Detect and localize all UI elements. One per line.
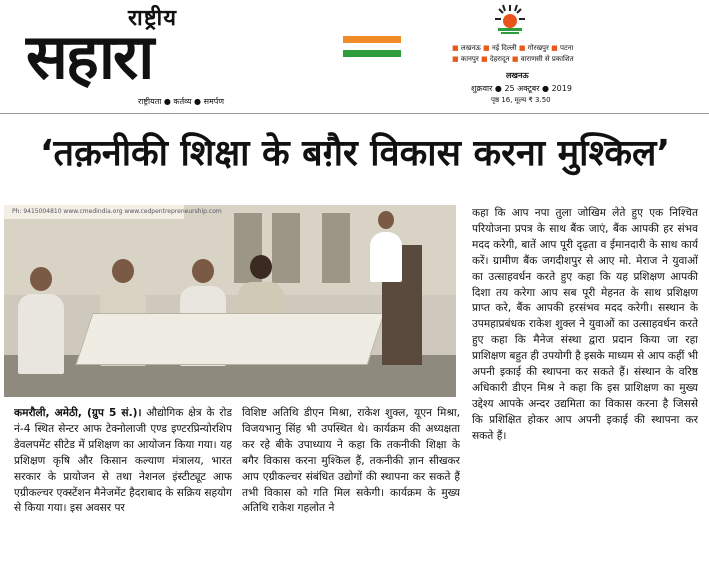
city: नई दिल्ली [491,44,517,52]
pages-price: पृष्ठ 16, मूल्य ₹ 3.50 [491,96,551,104]
city: कानपुर [460,55,479,63]
article-column-1 [14,406,232,571]
city: पटना [559,44,574,52]
sunrise-emblem-icon [492,2,528,38]
masthead-top-word: राष्ट्रीय [128,6,178,31]
issue-date: शुक्रवार ● 25 अक्टूबर ● 2019 [471,84,572,93]
flag-green-stripe [343,50,401,57]
edition-cities: ■ लखनऊ ■ नई दिल्ली ■ गोरखपुर ■ पटना ■ कानपुर ■ देहरादून ■ वाराणसी से प्रकाशित [452,44,574,63]
city: लखनऊ [460,44,481,52]
masthead-tagline: राष्ट्रीयता ● कर्तव्य ● समर्पण [138,97,225,106]
flag-saffron-stripe [343,36,401,43]
article-column-right: कहा कि आप नपा तुला जोखिम लेते हुए एक निश्चित परियोजना प्रपत्र के साथ बैंक जाएं, बैंक आपकी हर संभव मदद करेगी, बातें आप पूरी दृढ़ता व ईमानदारी के साथ कार्य करें। ग्रामीण बैंक जगदीशपुर से आए मो. मेराज ने युवाओं का उत्साहवर्धन करते हुए कहा कि यह प्रशिक्षण आपकी दिशा तय करेगा आप सब पूरी मेहनत के साथ प्रशिक्षण प्राप्त करे, बैंक आपकी हरसंभव मदद करेगी। सस्थान के उपमहाप्रबंधक राकेश शुक्ल ने युवाओं का उत्साहवर्धन करते हुए कहा कि मैनेज संस्था द्वारा प्रदान किया जा रहा प्राशिक्षण बहुत ही उपयोगी है इसके माध्यम से आप कहीं भी अपनी इकाई की स्थापना कर सकते हैं। संस्थान के वरिष्ठ अधिकारी डीएन मिश्र ने कहा कि इस प्राशिक्षण का मुख्य उद्देश्य आपके अन्दर उद्यमिता का विकास करना है जिससे कि प्रशिक्षित होकर आप अपनी इकाई की स्थापना कर सकते हैं। [472,207,698,442]
masthead-divider [0,113,709,114]
article-body-1: औद्योगिक क्षेत्र के रोड नं-4 स्थित सेन्टर आफ टेक्नोलाजी एण्ड इण्टरप्रिन्योरशिप डेवलपमेंट सीटेड में प्रशिक्षण का आयोजन किया गया। यह प्रशिक्षण कृषि और किसान कल्याण मंत्रालय, भारत सरकार के प्रायोजन से तथा नेशनल इंस्टीट्यूट आफ एग्रीकल्चर एक्स्टेंशन मैनेजमेंट हैदराबाद के सक्रिय सहयोग से किया गया। इस अवसर पर [14,407,232,515]
flag-white-stripe [343,43,401,50]
edition-name: लखनऊ [506,71,529,80]
city: वाराणसी से प्रकाशित [520,55,574,63]
article-headline: ‘तक़नीकी शिक्षा के बग़ैर विकास करना मुश्किल’ [39,133,671,174]
city: गोरखपुर [527,44,549,52]
article-column-2: विशिष्ट अतिथि डीएन मिश्रा, राकेश शुक्ल, यूएन मिश्रा, विजयभानु सिंह भी उपस्थित थे। कार्यक्रम की अध्यक्षता कर रहे बीके उपाध्याय ने कहा कि तकनीकी शिक्षा के बगैर विकास करना मुश्किल हैं, तकनीकी ज्ञान सीखकर आप एग्रीकल्चर संबंधित उद्योगों की स्थापना कर सकते हैं तभी विकास को गति मिल सकेगी। कार्यक्रम के मुख्य अतिथि राकेश गहलोत ने [242,407,460,515]
masthead-title: सहारा [26,20,153,93]
photo-banner: Ph: 9415004810 www.cmedindia.org www.cedpentrepreneurship.com [4,205,184,219]
article-dateline: कमरौली, अमेठी, (ग्रुप 5 सं.)। [14,407,142,419]
city: देहरादून [489,55,510,63]
article-photo [4,205,456,397]
